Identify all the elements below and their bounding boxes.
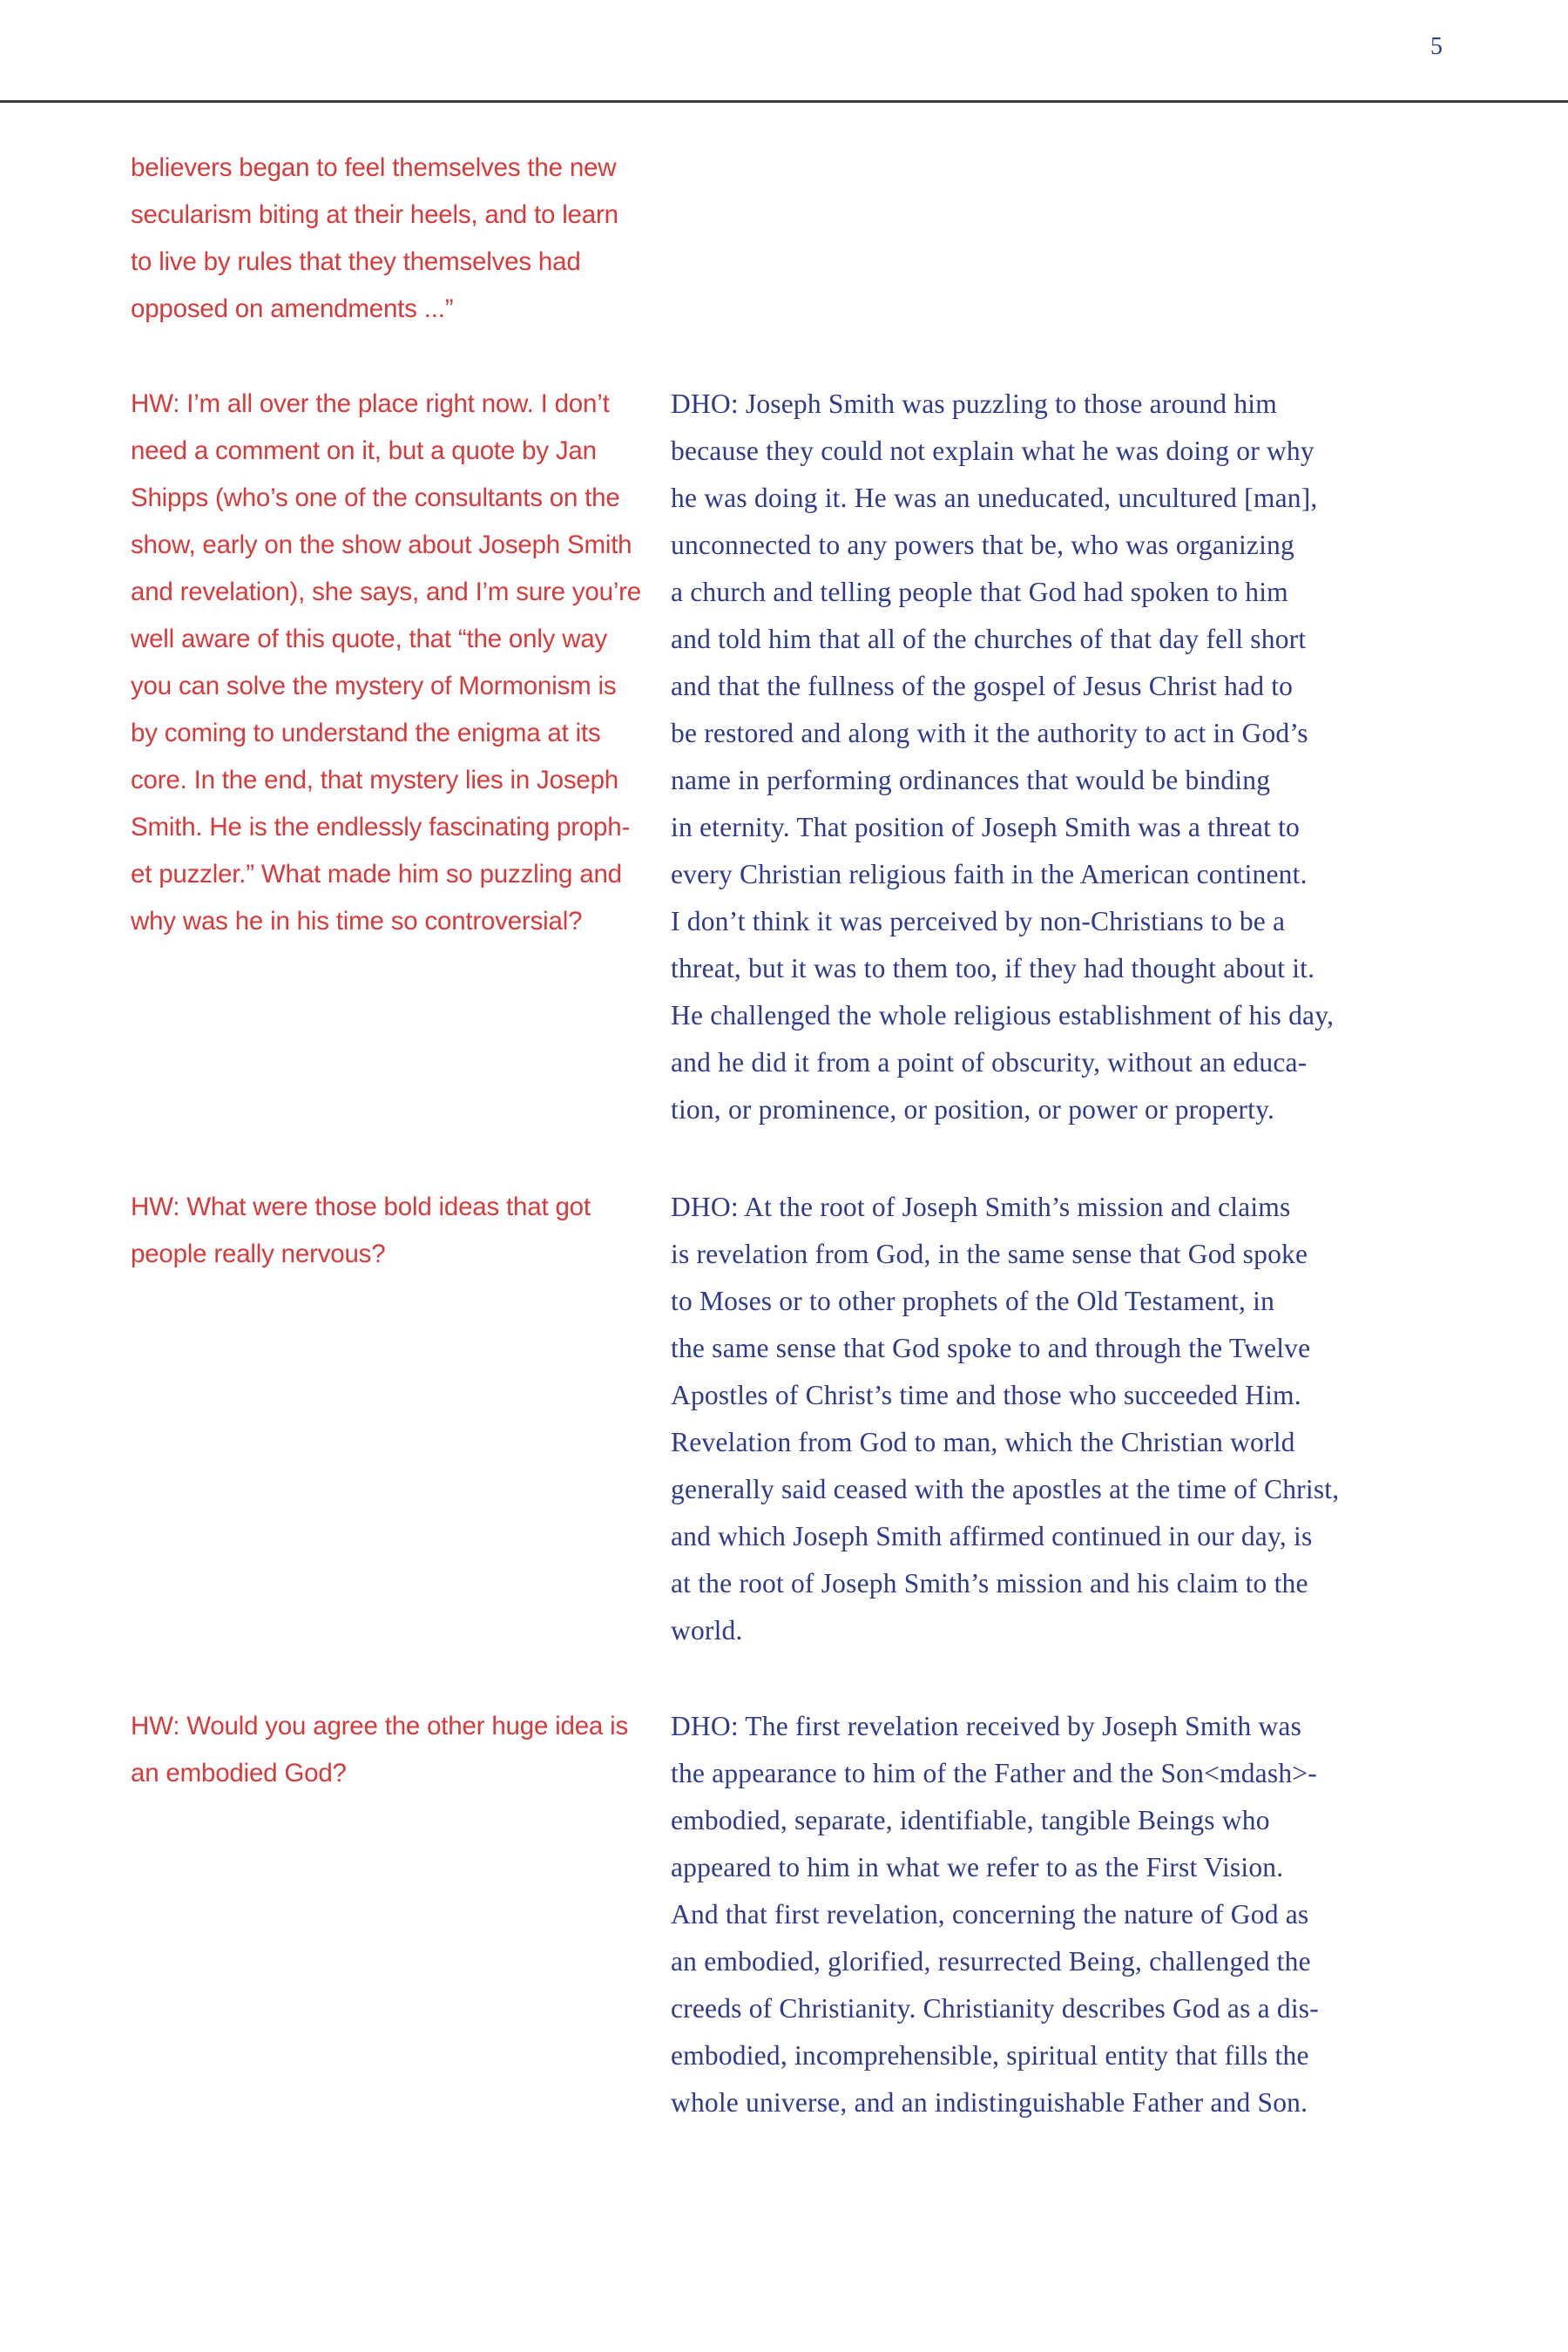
text-line: HW: Would you agree the other huge idea is bbox=[131, 1712, 629, 1740]
text-line: the appearance to him of the Father and the Son<mdash>- bbox=[671, 1758, 1317, 1788]
answer-2 bbox=[671, 1184, 1455, 1654]
text-line: HW: I’m all over the place right now. I don’t bbox=[131, 389, 610, 418]
text-line: embodied, incomprehensible, spiritual entity that fills the bbox=[671, 2040, 1309, 2071]
text-line: name in performing ordinances that would be binding bbox=[671, 765, 1271, 795]
header-rule bbox=[0, 100, 1568, 103]
text-line: core. In the end, that mystery lies in Joseph bbox=[131, 766, 618, 794]
text-line: generally said ceased with the apostles at the time of Christ, bbox=[671, 1474, 1340, 1504]
text-line: tion, or prominence, or position, or power or property. bbox=[671, 1094, 1275, 1125]
text-line: Revelation from God to man, which the Christian world bbox=[671, 1427, 1295, 1457]
text-line: et puzzler.” What made him so puzzling and bbox=[131, 860, 622, 889]
text-line: well aware of this quote, that “the only way bbox=[131, 625, 608, 653]
text-line: and told him that all of the churches of that day fell short bbox=[671, 624, 1307, 654]
answer-1 bbox=[671, 381, 1455, 1133]
answer-3 bbox=[671, 1703, 1455, 2126]
intro-paragraph bbox=[131, 145, 636, 333]
text-line: threat, but it was to them too, if they had thought about it. bbox=[671, 953, 1315, 983]
text-line: Shipps (who’s one of the consultants on the bbox=[131, 483, 620, 512]
page-number: 5 bbox=[1430, 33, 1443, 60]
text-line: in eternity. That position of Joseph Smith was a threat to bbox=[671, 812, 1300, 842]
text-line: and that the fullness of the gospel of Jesus Christ had to bbox=[671, 671, 1294, 701]
text-line: he was doing it. He was an uneducated, uncultured [man], bbox=[671, 483, 1318, 513]
text-line: a church and telling people that God had spoken to him bbox=[671, 577, 1288, 607]
text-line: He challenged the whole religious establishment of his day, bbox=[671, 1000, 1335, 1031]
text-line: and which Joseph Smith affirmed continued in our day, is bbox=[671, 1521, 1313, 1551]
text-line: DHO: The first revelation received by Joseph Smith was bbox=[671, 1711, 1302, 1741]
text-line: an embodied, glorified, resurrected Being, challenged the bbox=[671, 1946, 1311, 1977]
text-line: Apostles of Christ’s time and those who succeeded Him. bbox=[671, 1380, 1301, 1410]
text-line: I don’t think it was perceived by non-Christians to be a bbox=[671, 906, 1286, 936]
question-2 bbox=[131, 1184, 636, 1278]
text-line: Smith. He is the endlessly fascinating proph- bbox=[131, 813, 631, 841]
text-line: the same sense that God spoke to and through the Twelve bbox=[671, 1333, 1311, 1363]
text-line: appeared to him in what we refer to as the First Vision. bbox=[671, 1852, 1284, 1882]
text-line: because they could not explain what he was doing or why bbox=[671, 436, 1315, 466]
text-line: be restored and along with it the authority to act in God’s bbox=[671, 718, 1308, 748]
text-line: to live by rules that they themselves had bbox=[131, 247, 581, 276]
text-line: whole universe, and an indistinguishable Father and Son. bbox=[671, 2087, 1308, 2118]
text-line: and revelation), she says, and I’m sure you’re bbox=[131, 578, 642, 606]
text-line: show, early on the show about Joseph Smith bbox=[131, 531, 632, 559]
question-1 bbox=[131, 381, 642, 945]
text-line: DHO: At the root of Joseph Smith’s mission and claims bbox=[671, 1192, 1291, 1222]
text-line: to Moses or to other prophets of the Old Testament, in bbox=[671, 1286, 1275, 1316]
text-line: DHO: Joseph Smith was puzzling to those around him bbox=[671, 389, 1277, 419]
text-line: need a comment on it, but a quote by Jan bbox=[131, 436, 597, 465]
text-line: an embodied God? bbox=[131, 1759, 347, 1788]
text-line: creeds of Christianity. Christianity describes God as a dis- bbox=[671, 1993, 1319, 2024]
text-line: you can solve the mystery of Mormonism is bbox=[131, 672, 617, 700]
text-line: by coming to understand the enigma at its bbox=[131, 719, 601, 747]
text-line: opposed on amendments ...” bbox=[131, 294, 454, 323]
text-line: world. bbox=[671, 1615, 743, 1646]
text-line: why was he in his time so controversial? bbox=[131, 907, 583, 936]
text-line: people really nervous? bbox=[131, 1240, 386, 1268]
text-line: every Christian religious faith in the American continent. bbox=[671, 859, 1308, 889]
question-3 bbox=[131, 1703, 636, 1797]
text-line: embodied, separate, identifiable, tangible Beings who bbox=[671, 1805, 1270, 1835]
text-line: And that first revelation, concerning the nature of God as bbox=[671, 1899, 1309, 1930]
text-line: unconnected to any powers that be, who was organizing bbox=[671, 530, 1294, 560]
text-line: is revelation from God, in the same sense that God spoke bbox=[671, 1239, 1308, 1269]
text-line: at the root of Joseph Smith’s mission and his claim to the bbox=[671, 1568, 1308, 1598]
text-line: secularism biting at their heels, and to learn bbox=[131, 200, 618, 229]
text-line: believers began to feel themselves the new bbox=[131, 153, 617, 182]
text-line: and he did it from a point of obscurity, without an educa- bbox=[671, 1047, 1308, 1078]
text-line: HW: What were those bold ideas that got bbox=[131, 1193, 591, 1221]
